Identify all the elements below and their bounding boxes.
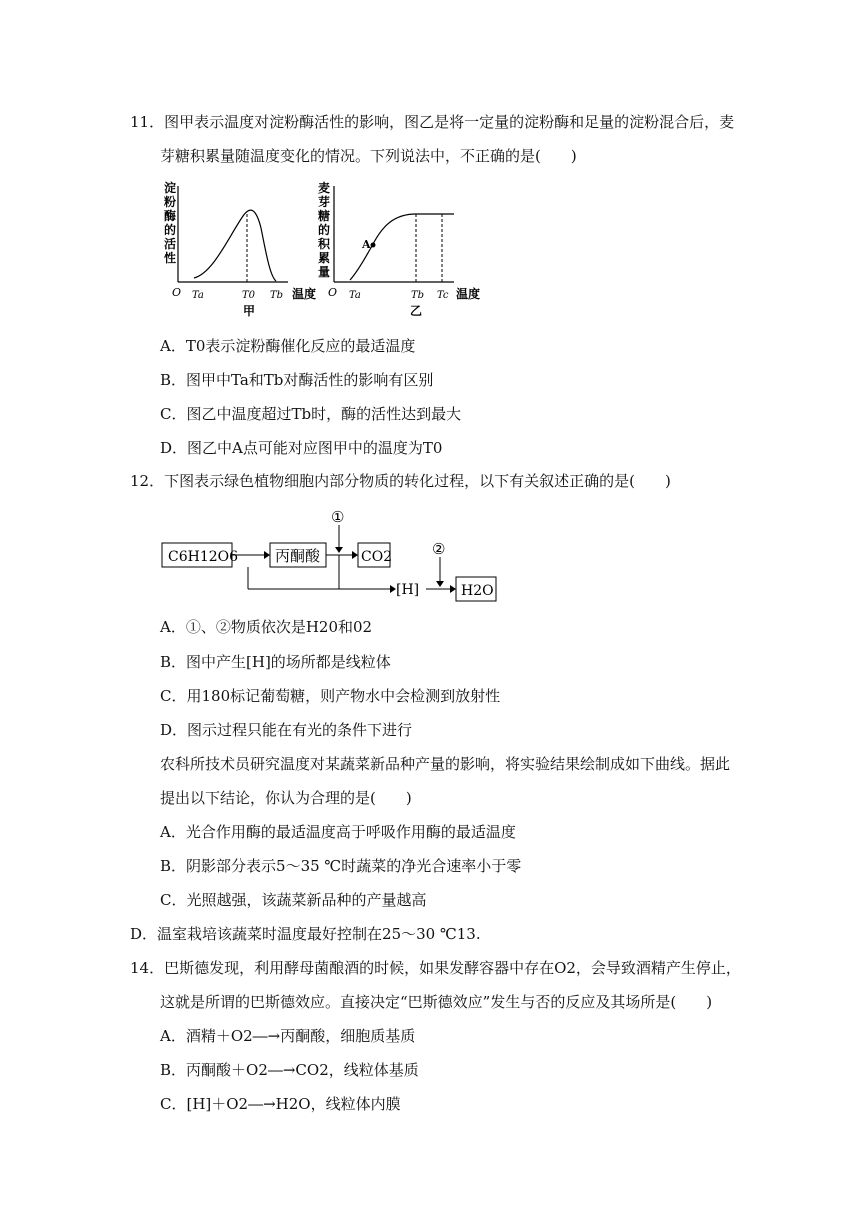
q12-pathway-diagram — [158, 505, 508, 605]
box-glucose-label: C6H12O6 — [168, 549, 239, 565]
jia-tick-t0: T0 — [242, 290, 256, 301]
arrowhead-mark1 — [335, 547, 343, 553]
yi-ylabel-1: 芽 — [317, 195, 331, 209]
q11-option-d: D．图乙中A点可能对应图甲中的温度为T0 — [160, 439, 443, 457]
yi-caption: 乙 — [410, 304, 423, 318]
q12-option-d: D．图示过程只能在有光的条件下进行 — [160, 721, 413, 739]
q11-option-b: B．图甲中Ta和Tb对酶活性的影响有区别 — [160, 371, 434, 389]
jia-origin: O — [172, 286, 182, 299]
q13-stem-line1: 农科所技术员研究温度对某蔬菜新品种产量的影响，将实验结果绘制成如下曲线。据此 — [160, 755, 731, 773]
q12-stem: 12．下图表示绿色植物细胞内部分物质的转化过程，以下有关叙述正确的是( ) — [130, 472, 671, 490]
q14-stem-line1: 14．巴斯德发现，利用酵母菌酿酒的时候，如果发酵容器中存在O2，会导致酒精产生停止， — [130, 959, 741, 977]
yi-ylabel-6: 量 — [317, 265, 331, 279]
yi-ylabel-0: 麦 — [317, 181, 331, 195]
q13-option-a: A．光合作用酶的最适温度高于呼吸作用酶的最适温度 — [160, 823, 516, 841]
q12-option-c: C．用180标记葡萄糖，则产物水中会检测到放射性 — [160, 687, 501, 705]
q11-stem-line1: 11．图甲表示温度对淀粉酶活性的影响，图乙是将一定量的淀粉酶和足量的淀粉混合后，麦 — [130, 113, 735, 131]
q14-option-b: B．丙酮酸＋O2―→CO2，线粒体基质 — [160, 1061, 419, 1079]
q13-stem-line2: 提出以下结论，你认为合理的是( ) — [160, 789, 412, 807]
q13-option-d: D．温室栽培该蔬菜时温度最好控制在25～30 ℃13. — [130, 925, 481, 943]
jia-xlabel: 温度 — [292, 287, 317, 301]
jia-curve — [194, 210, 276, 281]
yi-point-a — [371, 243, 376, 248]
mark-1: ① — [331, 508, 345, 526]
q14-option-a: A．酒精＋O2―→丙酮酸，细胞质基质 — [160, 1027, 416, 1045]
box-co2-label: CO2 — [361, 549, 393, 565]
q11-option-c: C．图乙中温度超过Tb时，酶的活性达到最大 — [160, 405, 462, 423]
yi-ylabel-4: 积 — [317, 237, 331, 251]
yi-tick-tc: Tc — [437, 290, 449, 301]
jia-tick-ta: Ta — [192, 290, 204, 301]
arrowhead-1 — [264, 551, 270, 559]
yi-origin: O — [328, 286, 338, 299]
arrowhead-2 — [352, 551, 358, 559]
yi-ylabel-5: 累 — [317, 251, 331, 265]
yi-point-label: A — [362, 238, 371, 251]
jia-ylabel-0: 淀 — [163, 181, 177, 195]
yi-tick-ta: Ta — [349, 290, 361, 301]
q14-stem-line2: 这就是所谓的巴斯德效应。直接决定“巴斯德效应”发生与否的反应及其场所是( ) — [160, 993, 713, 1011]
yi-ylabel-2: 糖 — [317, 209, 331, 223]
q13-option-c: C．光照越强，该蔬菜新品种的产量越高 — [160, 891, 427, 909]
jia-ylabel-5: 性 — [163, 251, 177, 265]
mark-2: ② — [432, 540, 446, 558]
q13-option-b: B．阴影部分表示5～35 ℃时蔬菜的净光合速率小于零 — [160, 857, 522, 875]
box-pyruvate-label: 丙酮酸 — [275, 547, 321, 565]
jia-ylabel-2: 酶 — [163, 209, 177, 223]
box-h-label: [H] — [396, 582, 420, 598]
q12-option-a: A．①、②物质依次是H20和02 — [160, 618, 373, 636]
q14-option-c: C．[H]＋O2―→H2O，线粒体内膜 — [160, 1095, 401, 1113]
yi-ylabel-3: 的 — [317, 223, 331, 237]
box-water-label: H2O — [461, 583, 494, 599]
q11-figure-yi — [314, 178, 494, 320]
q11-figure-jia — [158, 178, 331, 320]
jia-tick-tb: Tb — [270, 290, 284, 301]
jia-ylabel-3: 的 — [163, 223, 177, 237]
jia-caption: 甲 — [243, 304, 256, 318]
jia-ylabel-4: 活 — [163, 237, 177, 251]
arrowhead-to-water — [450, 585, 456, 593]
q11-stem-line2: 芽糖积累量随温度变化的情况。下列说法中，不正确的是( ) — [160, 147, 577, 165]
q11-option-a: A．T0表示淀粉酶催化反应的最适温度 — [160, 337, 416, 355]
yi-xlabel: 温度 — [456, 287, 481, 301]
q12-option-b: B．图中产生[H]的场所都是线粒体 — [160, 653, 391, 671]
yi-tick-tb: Tb — [411, 290, 425, 301]
arrowhead-mark2 — [436, 581, 444, 587]
jia-ylabel-1: 粉 — [163, 195, 177, 209]
